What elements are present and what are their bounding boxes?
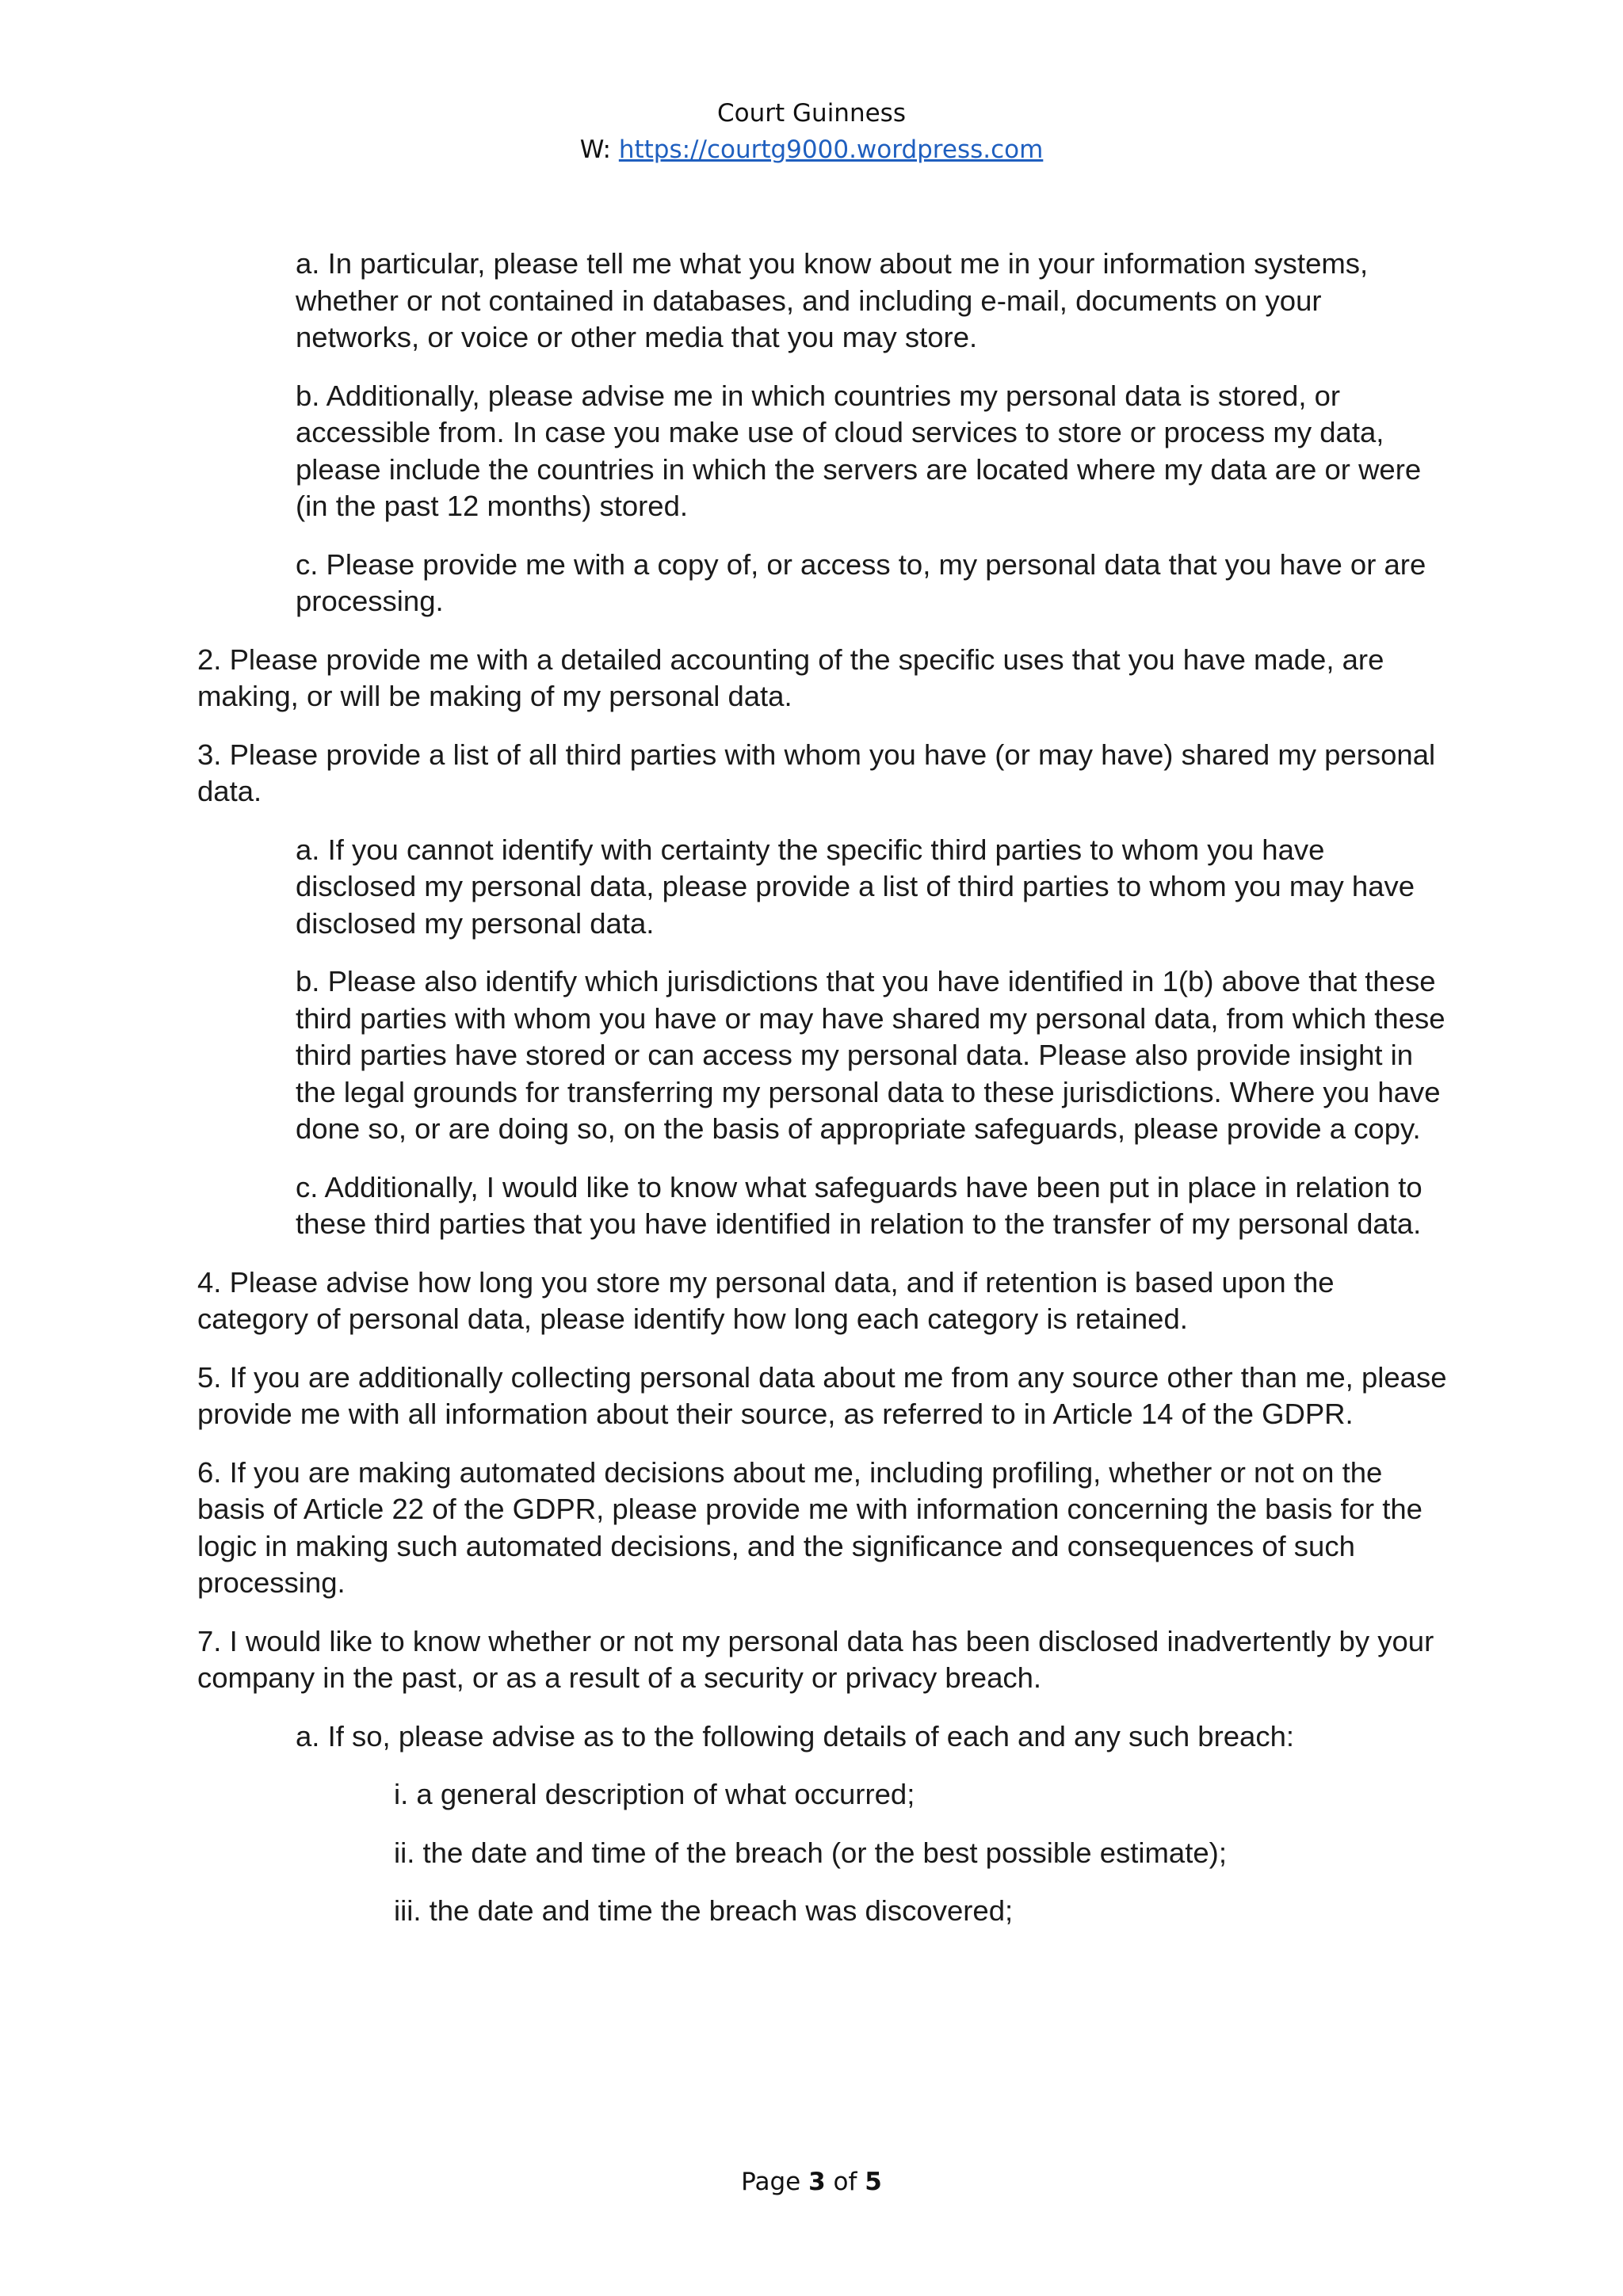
website-prefix: W: xyxy=(579,135,619,164)
website-line xyxy=(0,132,1623,168)
paragraph-5: 5. If you are additionally collecting personal data about me from any source other than me, please provide me with all information about their source, as referred to in Article 14 of the GDPR. xyxy=(197,1360,1447,1430)
page-header xyxy=(0,95,1623,168)
paragraph-7: 7. I would like to know whether or not my personal data has been disclosed inadvertently by your company in the past, or as a result of a security or privacy breach. xyxy=(197,1624,1434,1694)
author-name: Court Guinness xyxy=(717,99,906,128)
paragraph-3a: a. If you cannot identify with certainty the specific third parties to whom you have disclosed my personal data, please provide a list of third parties to whom you may have disclosed my personal data. xyxy=(296,833,1415,940)
paragraph-6: 6. If you are making automated decisions about me, including profiling, whether or not on the basis of Article 22 of the GDPR, please provide me with information concerning the basis for the logic in making such automated decisions, and the significance and consequences of such processing. xyxy=(197,1455,1423,1599)
website-link[interactable]: https://courtg9000.wordpress.com xyxy=(618,135,1044,164)
paragraph-1c: c. Please provide me with a copy of, or access to, my personal data that you have or are processing. xyxy=(296,547,1426,617)
of-word: of xyxy=(833,2168,857,2196)
paragraph-4: 4. Please advise how long you store my personal data, and if retention is based upon the category of personal data, please identify how long each category is retained. xyxy=(197,1265,1335,1335)
document-body xyxy=(197,246,1449,1951)
paragraph-7a-i: i. a general description of what occurred; xyxy=(394,1778,915,1810)
total-pages-number: 5 xyxy=(865,2168,882,2196)
paragraph-1b: b. Additionally, please advise me in which countries my personal data is stored, or accessible from. In case you make use of cloud services to store or process my data, please include the countries in which the servers are located where my data are or were (in the past 12 months) stored. xyxy=(296,379,1422,522)
paragraph-3: 3. Please provide a list of all third parties with whom you have (or may have) shared my personal data. xyxy=(197,738,1436,807)
paragraph-2: 2. Please provide me with a detailed accounting of the specific uses that you have made, are making, or will be making of my personal data. xyxy=(197,643,1384,712)
paragraph-7a-iii: iii. the date and time the breach was discovered; xyxy=(394,1894,1014,1927)
paragraph-3b: b. Please also identify which jurisdictions that you have identified in 1(b) above that these third parties with whom you have or may have shared my personal data, from which these third parties have stored or can access my personal data. Please also provide insight in the legal grounds for transferring my personal data to these jurisdictions. Where you have done so, or are doing so, on the basis of appropriate safeguards, please provide a copy. xyxy=(296,965,1445,1145)
paragraph-7a: a. If so, please advise as to the following details of each and any such breach: xyxy=(296,1719,1295,1753)
current-page-number: 3 xyxy=(808,2168,826,2196)
page-word: Page xyxy=(741,2168,801,2196)
paragraph-7a-ii: ii. the date and time of the breach (or the best possible estimate); xyxy=(394,1836,1227,1869)
page-footer xyxy=(0,2168,1623,2196)
paragraph-1a: a. In particular, please tell me what you know about me in your information systems, whether or not contained in databases, and including e-mail, documents on your networks, or voice or other media that you may store. xyxy=(296,247,1369,353)
paragraph-3c: c. Additionally, I would like to know what safeguards have been put in place in relation to these third parties that you have identified in relation to the transfer of my personal data. xyxy=(296,1170,1423,1240)
